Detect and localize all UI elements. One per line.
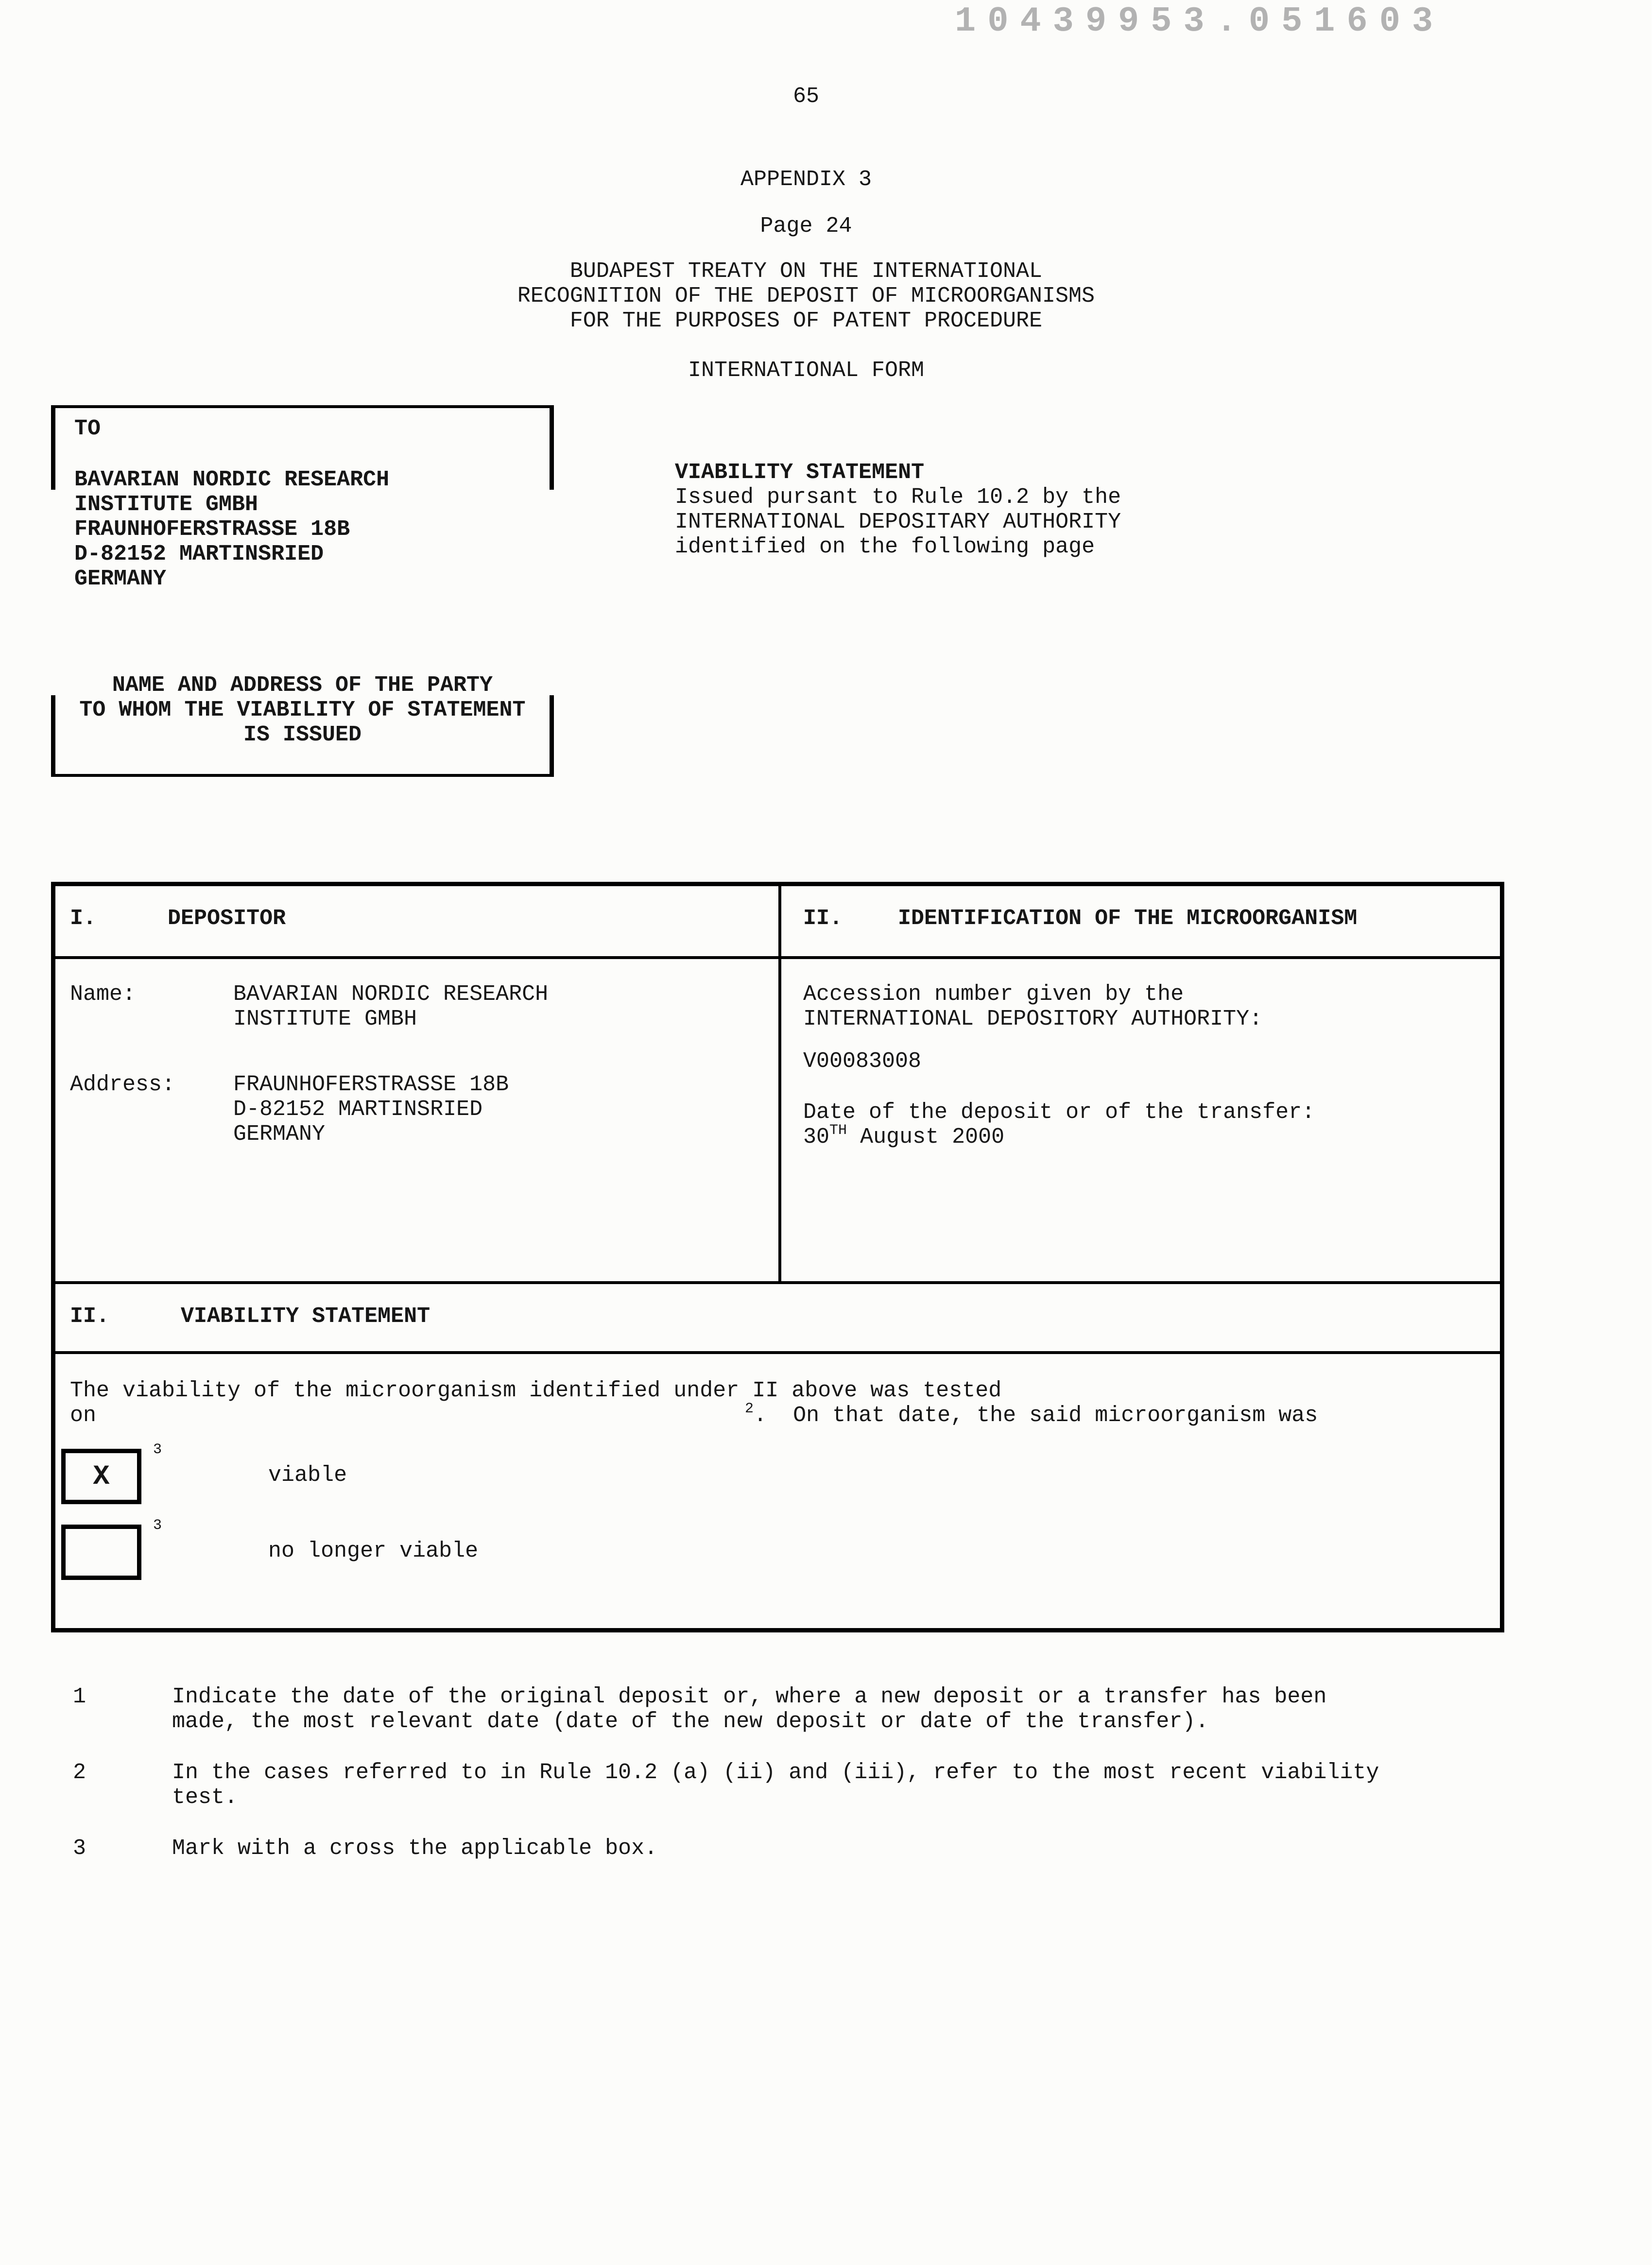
section-number: II. (803, 907, 843, 931)
addressee-line: D-82152 MARTINSRIED (74, 542, 324, 567)
form-type-label: INTERNATIONAL FORM (688, 359, 925, 383)
footnote-text-line: Indicate the date of the original deposit or, where a new deposit or a transfer has been (172, 1685, 1327, 1710)
depositor-header-cell (55, 886, 781, 956)
deposit-date-label: Date of the deposit or of the transfer: (803, 1100, 1315, 1125)
statement-line: identified on the following page (675, 535, 1095, 560)
statement-line: INTERNATIONAL DEPOSITARY AUTHORITY (675, 510, 1121, 535)
appendix-label: APPENDIX 3 (740, 168, 872, 192)
footnote-3 (73, 1836, 1652, 1861)
treaty-title-line: FOR THE PURPOSES OF PATENT PROCEDURE (569, 309, 1043, 334)
accession-intro-line: Accession number given by the (803, 982, 1184, 1007)
on-line-rest (745, 1404, 1318, 1428)
address-value-line: D-82152 MARTINSRIED (233, 1098, 483, 1122)
footnote-2 (73, 1761, 1652, 1810)
caption-bracket (51, 695, 554, 777)
addressee-box (51, 405, 554, 592)
not-viable-option-row: 3 no longer viable (61, 1525, 1485, 1580)
footnote-text-line: made, the most relevant date (date of the new deposit or date of the transfer). (172, 1710, 1209, 1734)
table-body-row (55, 959, 1500, 1284)
on-label: on (70, 1404, 97, 1428)
footnote-text (172, 1761, 1426, 1810)
accession-number: V00083008 (803, 1049, 922, 1074)
section-title: VIABILITY STATEMENT (181, 1304, 430, 1329)
table-header-row (55, 886, 1500, 959)
deposit-date-ordinal: TH (829, 1124, 847, 1140)
name-label: Name: (70, 982, 136, 1007)
treaty-title-line: BUDAPEST TREATY ON THE INTERNATIONAL (569, 259, 1043, 284)
section-title: DEPOSITOR (168, 907, 286, 931)
address-value (233, 1073, 509, 1147)
statement-line: Issued pursant to Rule 10.2 by the (675, 485, 1121, 510)
section-title: IDENTIFICATION OF THE MICROORGANISM (898, 907, 1358, 931)
name-value-line: BAVARIAN NORDIC RESEARCH (233, 982, 549, 1007)
deposit-date-value (803, 1125, 1500, 1150)
viable-option-row: X 3 viable (61, 1449, 1485, 1504)
form-table (51, 882, 1504, 1632)
footnote-text (172, 1836, 1426, 1861)
viability-statement-header (675, 405, 1121, 592)
address-label: Address: (70, 1073, 175, 1098)
scan-stamp: 10439953.051603 (955, 3, 1445, 42)
statement-title: VIABILITY STATEMENT (675, 461, 925, 485)
address-value-line: GERMANY (233, 1122, 326, 1147)
addressee-row (0, 405, 1652, 592)
caption-line: NAME AND ADDRESS OF THE PARTY (112, 673, 493, 698)
addressee-line: GERMANY (74, 567, 167, 592)
not-viable-checkbox[interactable] (61, 1525, 141, 1580)
footnote-text-line: test. (172, 1785, 238, 1810)
addressee-bracket (51, 405, 554, 490)
viability-tested-line: The viability of the microorganism identified under II above was tested (70, 1379, 1002, 1404)
on-line-suffix: . On that date, the said microorganism was (754, 1404, 1318, 1428)
footnote-text-line: In the cases referred to in Rule 10.2 (a) (ii) and (iii), refer to the most recent viability (172, 1761, 1379, 1785)
not-viable-label: no longer viable (268, 1539, 479, 1564)
name-value (233, 982, 548, 1032)
page-number: 65 (792, 85, 819, 109)
footnote-ref-2: 2 (745, 1402, 754, 1418)
viable-label: viable (268, 1463, 347, 1488)
accession-intro-line: INTERNATIONAL DEPOSITORY AUTHORITY: (803, 1007, 1263, 1032)
viability-on-line (70, 1404, 1485, 1428)
deposit-date-day: 30 (803, 1125, 830, 1150)
address-value-line: FRAUNHOFERSTRASSE 18B (233, 1073, 509, 1098)
caption-line: TO WHOM THE VIABILITY OF STATEMENT (79, 698, 526, 723)
depositor-address-group (70, 1073, 778, 1147)
page-label: Page 24 (760, 214, 852, 239)
depositor-cell (55, 959, 781, 1281)
section-number: II. (70, 1304, 110, 1329)
footnotes (73, 1685, 1652, 1861)
treaty-title-line: RECOGNITION OF THE DEPOSIT OF MICROORGANISMS (517, 284, 1095, 309)
footnote-number: 1 (73, 1685, 86, 1710)
section-number: I. (70, 907, 97, 931)
footnote-number: 2 (73, 1761, 86, 1785)
viable-checkbox-mark: X (93, 1459, 110, 1492)
viable-checkbox[interactable] (61, 1449, 141, 1504)
treaty-title (0, 259, 1612, 334)
depositor-name-group (70, 982, 778, 1032)
document-header (0, 0, 1612, 383)
identification-cell (781, 959, 1500, 1281)
addressee-line: INSTITUTE GMBH (74, 493, 258, 517)
addressee-caption-box (51, 673, 554, 777)
footnote-1 (73, 1685, 1652, 1734)
footnote-text-line: Mark with a cross the applicable box. (172, 1836, 658, 1861)
name-value-line: INSTITUTE GMBH (233, 1007, 417, 1032)
footnote-number: 3 (73, 1836, 86, 1861)
deposit-date-rest: August 2000 (847, 1125, 1005, 1150)
viability-body-row (55, 1354, 1500, 1628)
identification-header-cell (781, 886, 1500, 956)
to-label: TO (74, 417, 101, 442)
addressee-line: FRAUNHOFERSTRASSE 18B (74, 517, 350, 542)
addressee-line: BAVARIAN NORDIC RESEARCH (74, 468, 390, 493)
viability-header-row (55, 1284, 1500, 1354)
caption-line: IS ISSUED (243, 723, 361, 748)
footnote-text (172, 1685, 1426, 1734)
viability-header-cell (70, 1304, 430, 1351)
